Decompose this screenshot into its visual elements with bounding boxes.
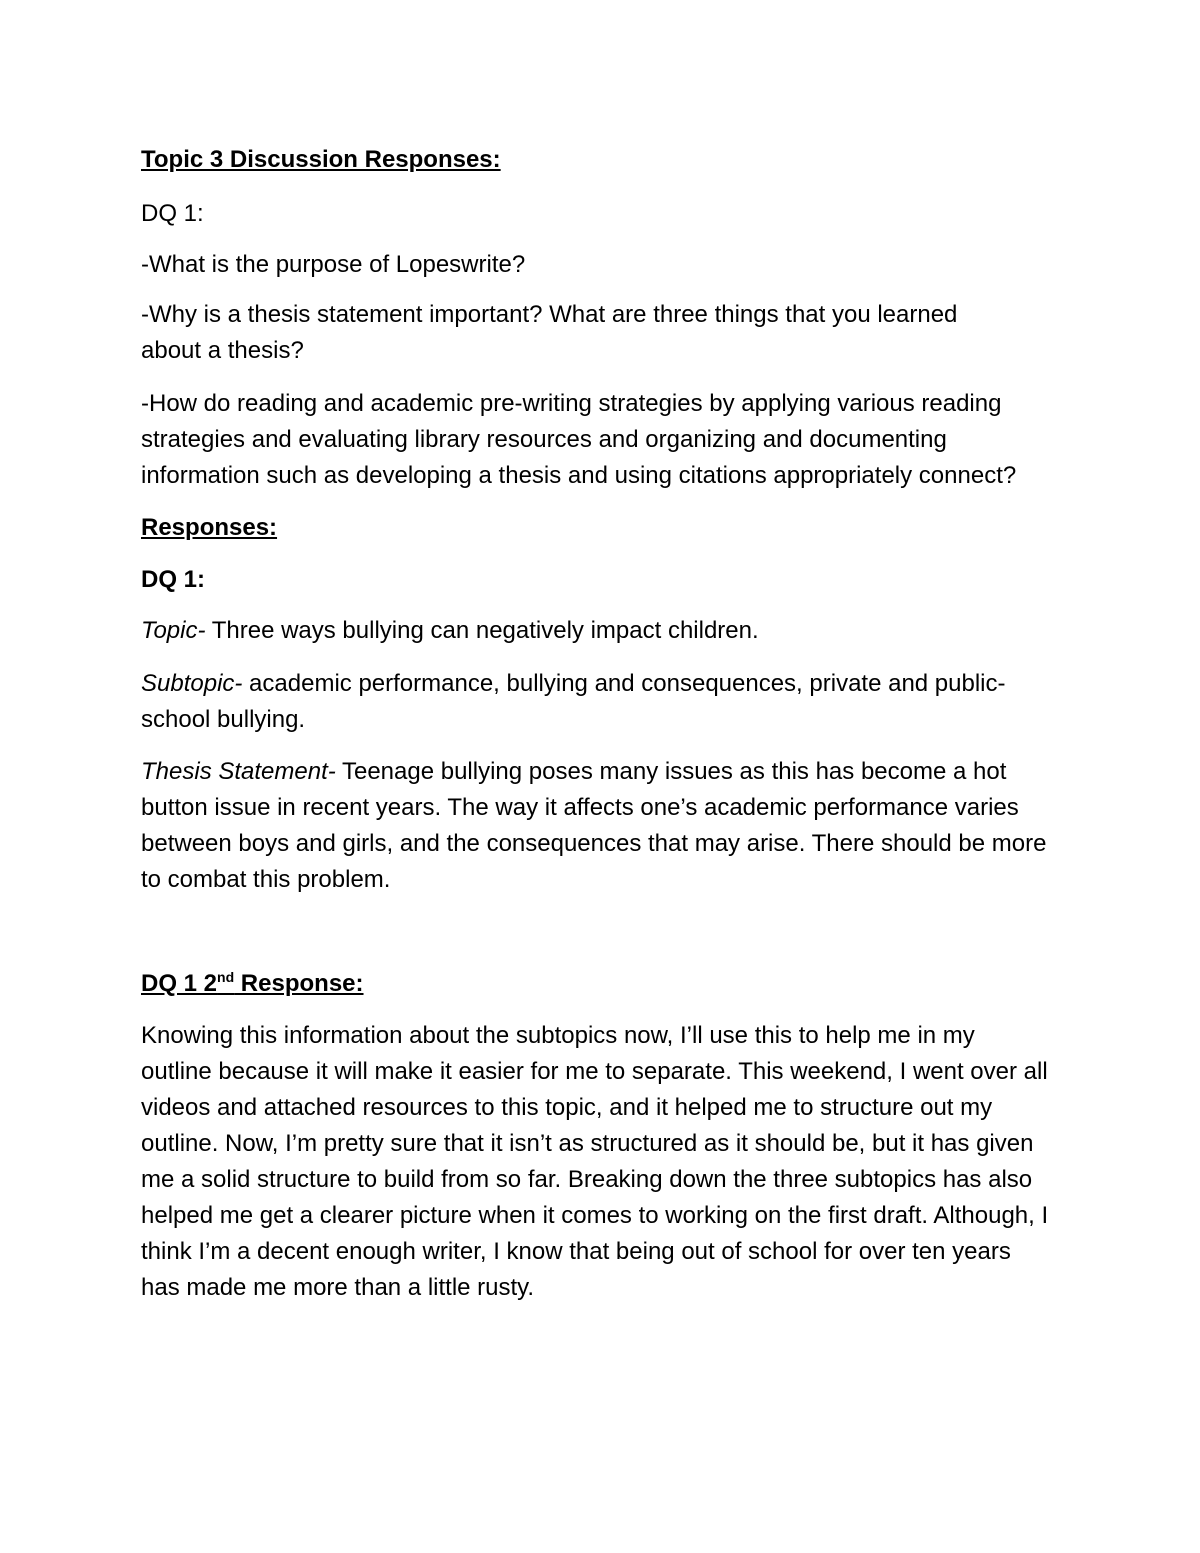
second-response-heading-prefix: DQ 1 2: [141, 970, 218, 997]
question-2: -Why is a thesis statement important? What are three things that you learned about a thesis?: [141, 301, 958, 364]
document-title: Topic 3 Discussion Responses:: [141, 146, 501, 173]
question-1: -What is the purpose of Lopeswrite?: [141, 251, 526, 278]
second-response-heading-suffix: Response:: [234, 970, 364, 997]
subtopic-line: [141, 666, 1051, 738]
response-dq1-heading: DQ 1:: [141, 566, 206, 593]
second-response-heading: [141, 966, 1061, 1002]
subtopic-text: academic performance, bullying and consequences, private and public-school bullying.: [141, 670, 1006, 733]
thesis-statement: [141, 754, 1061, 898]
second-response-heading-superscript: nd: [217, 969, 235, 985]
topic-label: Topic-: [141, 617, 206, 644]
topic-line: [141, 613, 1061, 649]
responses-heading: Responses:: [141, 514, 278, 541]
dq1-heading: DQ 1:: [141, 200, 204, 227]
topic-text: Three ways bullying can negatively impact children.: [205, 617, 759, 644]
second-response-text: Knowing this information about the subtopics now, I’ll use this to help me in my outline because it will make it easier for me to separate. This weekend, I went over all videos and attached resources to this topic, and it helped me to structure out my outline. Now, I’m pretty sure that it isn’t as structured as it should be, but it has given me a solid structure to build from so far. Breaking down the three subtopics has also helped me get a clearer picture when it comes to working on the first draft. Although, I think I’m a decent enough writer, I know that being out of school for over ten years has made me more than a little rusty.: [141, 1022, 1049, 1301]
subtopic-label: Subtopic-: [141, 670, 243, 697]
thesis-text: Teenage bullying poses many issues as this has become a hot button issue in recent years. The way it affects one’s academic performance varies between boys and girls, and the consequences that may arise. There should be more to combat this problem.: [141, 758, 1047, 893]
question-3: -How do reading and academic pre-writing strategies by applying various reading strategies and evaluating library resources and organizing and documenting information such as developing a thesis and using citations appropriately connect?: [141, 390, 1017, 489]
thesis-label: Thesis Statement-: [141, 758, 336, 785]
